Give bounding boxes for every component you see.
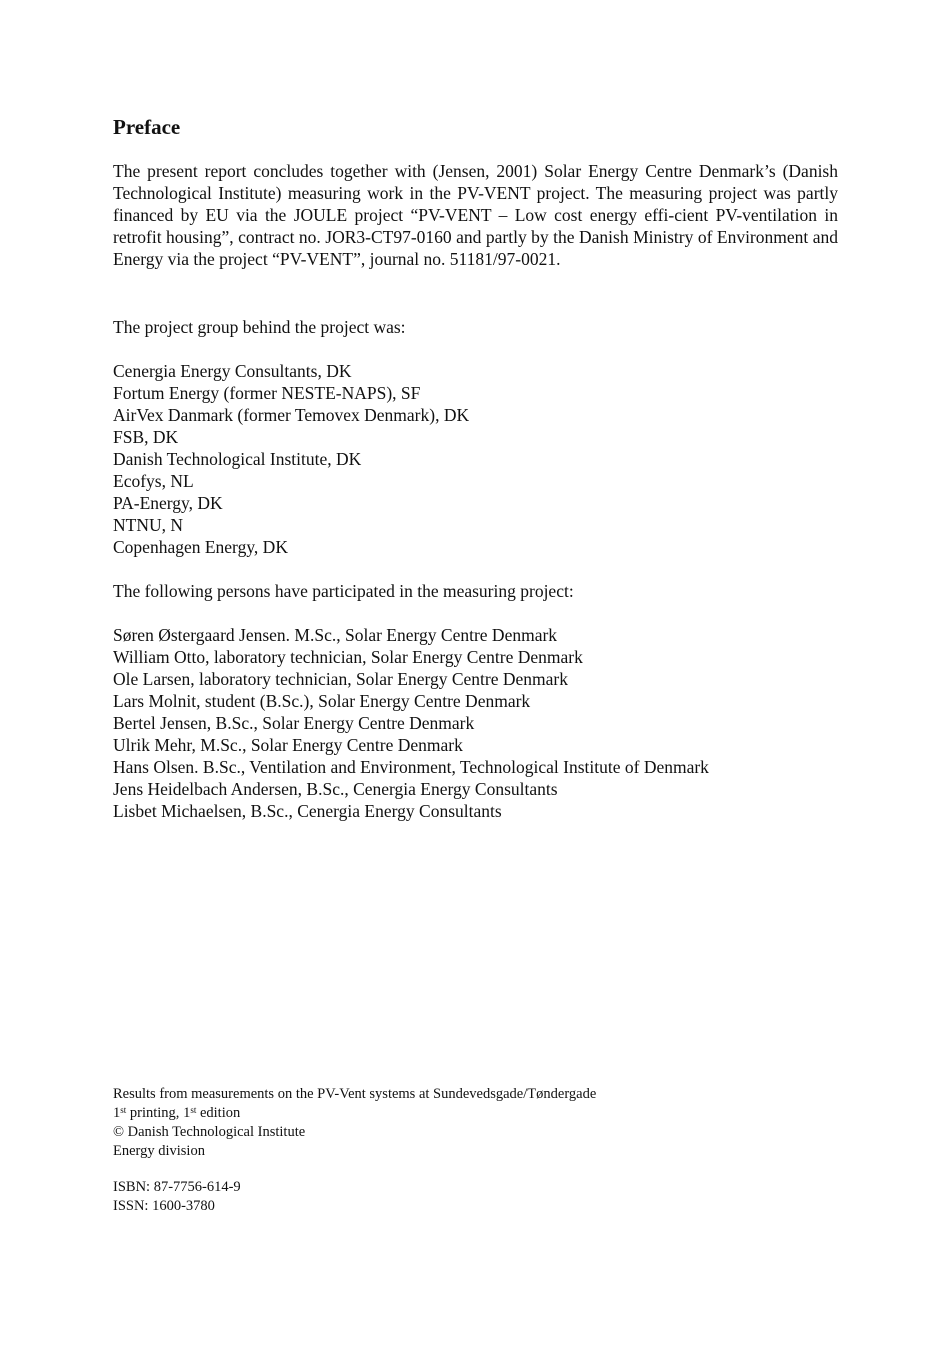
list-item: Bertel Jensen, B.Sc., Solar Energy Centre Denmark: [113, 713, 475, 733]
list-item: Lisbet Michaelsen, B.Sc., Cenergia Energy Consultants: [113, 801, 502, 821]
printing-label: printing,: [126, 1105, 184, 1121]
persons-list: [113, 624, 709, 822]
persons-intro: The following persons have participated in the measuring project:: [113, 581, 574, 601]
list-item: Copenhagen Energy, DK: [113, 537, 288, 557]
project-group-list: [113, 360, 469, 558]
isbn: ISBN: 87-7756-614-9: [113, 1179, 241, 1195]
printing-ordinal: st: [120, 1105, 127, 1115]
edition-label: edition: [196, 1105, 241, 1121]
intro-paragraph: The present report concludes together with (Jensen, 2001) Solar Energy Centre Denmark’s (Danish Technological Institute) measuring work in the PV-VENT project. The measuring project was partly financed by EU via the JOULE project “PV-VENT – Low cost energy effi-cient PV-ventilation in retrofit housing”, contract no. JOR3-CT97-0160 and partly by the Danish Ministry of Environment and Energy via the project “PV-VENT”, journal no. 51181/97-0021.: [113, 161, 838, 269]
list-item: NTNU, N: [113, 515, 183, 535]
edition-ordinal: st: [190, 1105, 197, 1115]
list-item: Lars Molnit, student (B.Sc.), Solar Energy Centre Denmark: [113, 691, 531, 711]
list-item: Hans Olsen. B.Sc., Ventilation and Environment, Technological Institute of Denmark: [113, 757, 709, 777]
edition-number: 1: [183, 1105, 191, 1121]
list-item: PA-Energy, DK: [113, 493, 223, 513]
page-title: Preface: [113, 115, 181, 139]
project-group-intro: The project group behind the project was:: [113, 317, 406, 337]
list-item: Ulrik Mehr, M.Sc., Solar Energy Centre Denmark: [113, 735, 463, 755]
list-item: Ecofys, NL: [113, 471, 194, 491]
list-item: Fortum Energy (former NESTE-NAPS), SF: [113, 383, 421, 403]
colophon-division: Energy division: [113, 1143, 205, 1159]
list-item: William Otto, laboratory technician, Solar Energy Centre Denmark: [113, 647, 583, 667]
list-item: AirVex Danmark (former Temovex Denmark), DK: [113, 405, 470, 425]
issn: ISSN: 1600-3780: [113, 1198, 215, 1214]
colophon-copyright: © Danish Technological Institute: [113, 1124, 306, 1140]
list-item: Søren Østergaard Jensen. M.Sc., Solar Energy Centre Denmark: [113, 625, 558, 645]
list-item: Danish Technological Institute, DK: [113, 449, 362, 469]
colophon: [113, 1085, 596, 1161]
list-item: Cenergia Energy Consultants, DK: [113, 361, 352, 381]
list-item: Jens Heidelbach Andersen, B.Sc., Cenergia Energy Consultants: [113, 779, 558, 799]
colophon-printing: [113, 1104, 596, 1123]
colophon-title: Results from measurements on the PV-Vent systems at Sundevedsgade/Tøndergade: [113, 1086, 597, 1102]
list-item: FSB, DK: [113, 427, 179, 447]
list-item: Ole Larsen, laboratory technician, Solar Energy Centre Denmark: [113, 669, 568, 689]
printing-number: 1: [113, 1105, 121, 1121]
colophon-identifiers: [113, 1178, 241, 1216]
